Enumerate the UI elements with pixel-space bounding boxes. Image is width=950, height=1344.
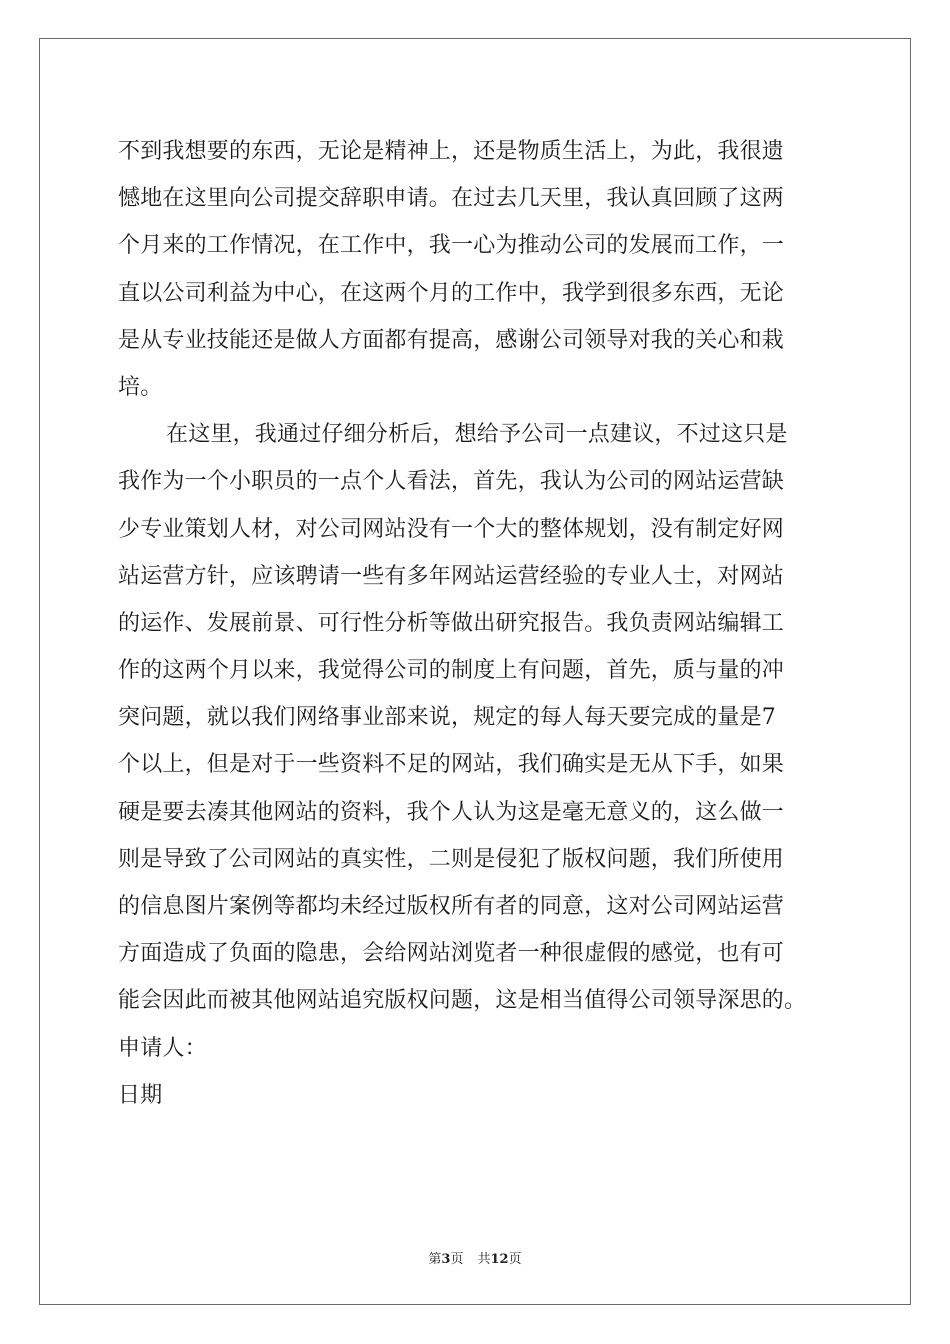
text-line: 的信息图片案例等都均未经过版权所有者的同意，这对公司网站运营 — [118, 894, 785, 919]
date-label: 日期 — [118, 1082, 163, 1108]
text-line: 直以公司利益为中心，在这两个月的工作中，我学到很多东西，无论 — [118, 280, 785, 306]
text-line: 个以上，但是对于一些资料不足的网站，我们确实是无从下手，如果 — [118, 752, 785, 778]
text-line: 我作为一个小职员的一点个人看法，首先，我认为公司的网站运营缺 — [118, 469, 785, 495]
text-line: 不到我想要的东西，无论是精神上，还是物质生活上，为此，我很遗 — [118, 139, 785, 164]
text-line: 培。 — [118, 374, 163, 400]
text-line: 硬是要去凑其他网站的资料，我个人认为这是毫无意义的，这么做一 — [118, 799, 785, 825]
text-line: 站运营方针，应该聘请一些有多年网站运营经验的专业人士，对网站 — [118, 563, 785, 589]
text-line: 少专业策划人材，对公司网站没有一个大的整体规划，没有制定好网 — [118, 516, 785, 542]
page-footer — [0, 1248, 950, 1267]
text-line: 憾地在这里向公司提交辞职申请。在过去几天里，我认真回顾了这两 — [118, 186, 785, 212]
total-pages: 12 — [490, 1252, 509, 1267]
paragraph-start-line: 在这里，我通过仔细分析后，想给予公司一点建议，不过这只是 — [166, 422, 788, 448]
text-line: 个月来的工作情况，在工作中，我一心为推动公司的发展而工作，一 — [118, 233, 785, 259]
text-line: 突问题，就以我们网络事业部来说，规定的每人每天要完成的量是7 — [118, 705, 776, 731]
total-prefix: 共 — [477, 1252, 491, 1267]
text-line: 能会因此而被其他网站追究版权问题，这是相当值得公司领导深思的。 — [118, 988, 807, 1014]
text-line: 方面造成了负面的隐患，会给网站浏览者一种很虚假的感觉，也有可 — [118, 941, 785, 967]
applicant-label: 申请人： — [118, 1035, 207, 1061]
text-line: 作的这两个月以来，我觉得公司的制度上有问题，首先，质与量的冲 — [118, 658, 785, 684]
total-suffix: 页 — [508, 1252, 522, 1267]
text-line: 是从专业技能还是做人方面都有提高，感谢公司领导对我的关心和栽 — [118, 327, 785, 353]
text-line: 的运作、发展前景、可行性分析等做出研究报告。我负责网站编辑工 — [118, 610, 785, 636]
page-suffix: 页 — [450, 1252, 464, 1267]
page-prefix: 第 — [428, 1252, 442, 1267]
document-body — [118, 128, 838, 1119]
page-number: 3 — [441, 1252, 451, 1267]
text-line: 则是导致了公司网站的真实性，二则是侵犯了版权问题，我们所使用 — [118, 846, 785, 872]
